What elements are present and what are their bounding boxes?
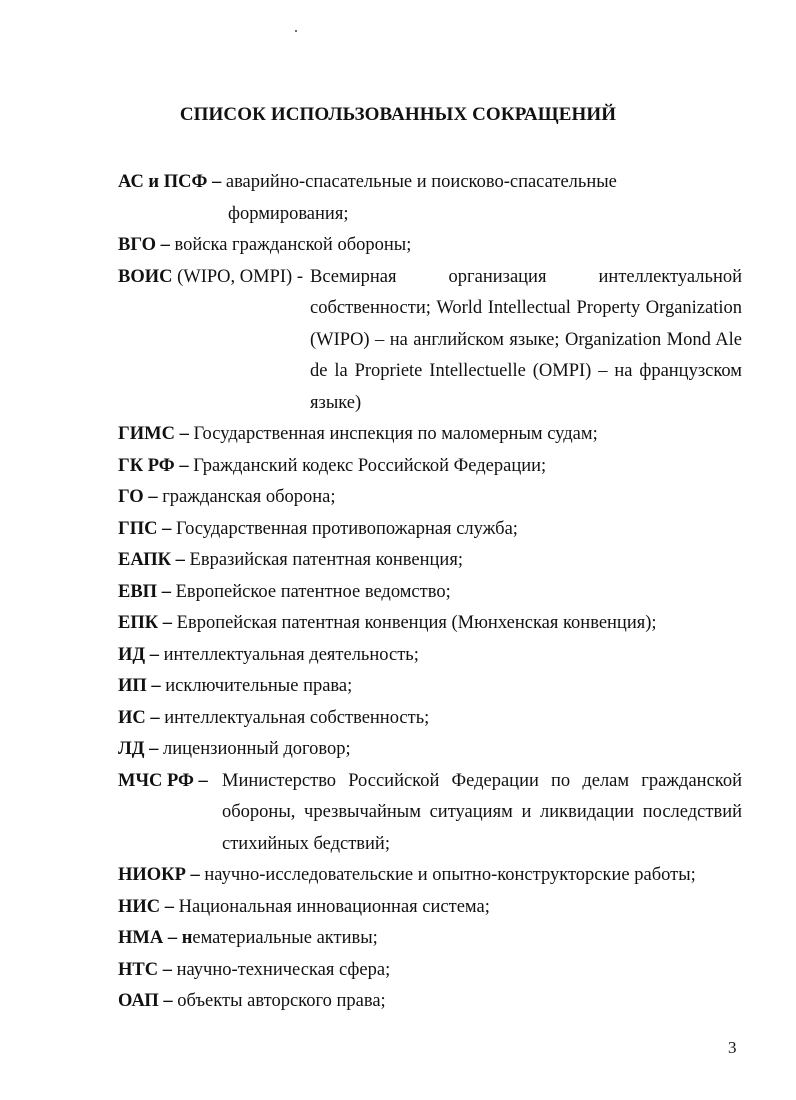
definition: объекты авторского права;: [177, 991, 386, 1011]
page-title: СПИСОК ИСПОЛЬЗОВАННЫХ СОКРАЩЕНИЙ: [179, 104, 617, 125]
abbreviation: ЕПК: [118, 613, 159, 633]
abbreviation: МЧС РФ: [118, 770, 194, 791]
separator: – н: [163, 928, 193, 948]
definition: научно-техническая сфера;: [176, 959, 391, 980]
list-item: [118, 419, 742, 451]
abbreviation: ИС: [118, 707, 146, 728]
list-item: [118, 766, 742, 861]
page-number: 3: [728, 1038, 737, 1057]
abbreviation: АС и ПСФ: [118, 172, 208, 192]
list-item: [118, 860, 742, 892]
definition: аварийно-спасательные и поисково-спасательные: [225, 172, 617, 192]
separator: –: [158, 613, 177, 633]
abbreviation: НИОКР: [118, 865, 186, 885]
separator: –: [157, 518, 177, 539]
definition: гражданская оборона;: [162, 487, 336, 507]
list-item: [118, 230, 742, 262]
definition: Министерство Российской Федерации по делам гражданской обороны, чрезвычайным ситуациям и ликвидации последствий стихийных бедствий;: [222, 770, 742, 854]
abbreviation: ГК РФ: [118, 455, 175, 476]
separator: –: [207, 172, 226, 192]
separator: –: [156, 235, 175, 255]
abbreviation: ГПС: [118, 518, 158, 539]
list-item: [118, 577, 742, 609]
list-item: [118, 262, 742, 420]
list-item: [118, 986, 742, 1018]
list-item: [118, 545, 742, 577]
definition: интеллектуальная собственность;: [164, 707, 430, 728]
separator: –: [193, 770, 208, 791]
separator: –: [171, 550, 190, 570]
definition: исключительные права;: [165, 676, 353, 696]
definition: лицензионный договор;: [163, 739, 351, 759]
definition: интеллектуальная деятельность;: [163, 644, 419, 665]
definition: ематериальные активы;: [192, 928, 378, 948]
separator: –: [158, 991, 178, 1011]
definition: Европейская патентная конвенция (Мюнхенская конвенция);: [176, 613, 657, 633]
separator: –: [145, 707, 165, 728]
separator: –: [145, 644, 164, 665]
abbreviation: ВГО: [118, 235, 157, 255]
list-item: [118, 451, 742, 483]
entry-head: [118, 766, 222, 798]
definition: Государственная противопожарная служба;: [176, 518, 518, 539]
separator: –: [160, 896, 179, 917]
abbreviation-list: [118, 167, 742, 1018]
abbreviation: ИП: [118, 676, 147, 696]
definition: Государственная инспекция по маломерным судам;: [193, 424, 598, 444]
list-item: [118, 734, 742, 766]
separator: –: [158, 959, 177, 980]
list-item: [118, 514, 742, 546]
definition: Всемирная организация интеллектуальной собственности; World Intellectual Property Organization (WIPO) – на английском языке; Organization Mond Ale de la Propriete Intellectuelle (OMPI) – на французском языке): [310, 266, 742, 413]
abbreviation: НИС: [118, 896, 161, 917]
list-item: [118, 892, 742, 924]
separator: –: [146, 676, 166, 696]
abbreviation: НМА: [118, 928, 164, 948]
definition: Европейское патентное ведомство;: [175, 581, 451, 602]
list-item: [118, 167, 742, 230]
definition: Гражданский кодекс Российской Федерации;: [193, 455, 547, 476]
list-item: [118, 482, 742, 514]
list-item: [118, 955, 742, 987]
separator: –: [157, 581, 176, 602]
list-item: [118, 608, 742, 640]
abbreviation: ИД: [118, 644, 146, 665]
abbreviation: ЛД: [118, 739, 145, 759]
separator: –: [174, 455, 194, 476]
definition: научно-исследовательские и опытно-конструкторские работы;: [204, 865, 696, 885]
abbreviation: ЕВП: [118, 581, 158, 602]
abbreviation: НТС: [118, 959, 159, 980]
separator: –: [174, 424, 194, 444]
list-item: [118, 703, 742, 735]
definition: войска гражданской обороны;: [174, 235, 412, 255]
abbreviation: ГО: [118, 487, 144, 507]
list-item: [118, 640, 742, 672]
list-item: [118, 923, 742, 955]
scan-speck: [295, 30, 297, 32]
abbreviation-extra: (WIPO, OMPI) -: [172, 266, 303, 287]
separator: –: [185, 865, 205, 885]
definition: Национальная инновационная система;: [178, 896, 490, 917]
abbreviation: ГИМС: [118, 424, 175, 444]
separator: –: [144, 739, 164, 759]
definition: Евразийская патентная конвенция;: [189, 550, 463, 570]
abbreviation: ЕАПК: [118, 550, 172, 570]
separator: –: [143, 487, 163, 507]
list-item: [118, 671, 742, 703]
abbreviation: ОАП: [118, 991, 159, 1011]
entry-head: [118, 262, 310, 294]
definition-continuation: формирования;: [228, 203, 349, 224]
abbreviation: ВОИС: [118, 266, 173, 287]
